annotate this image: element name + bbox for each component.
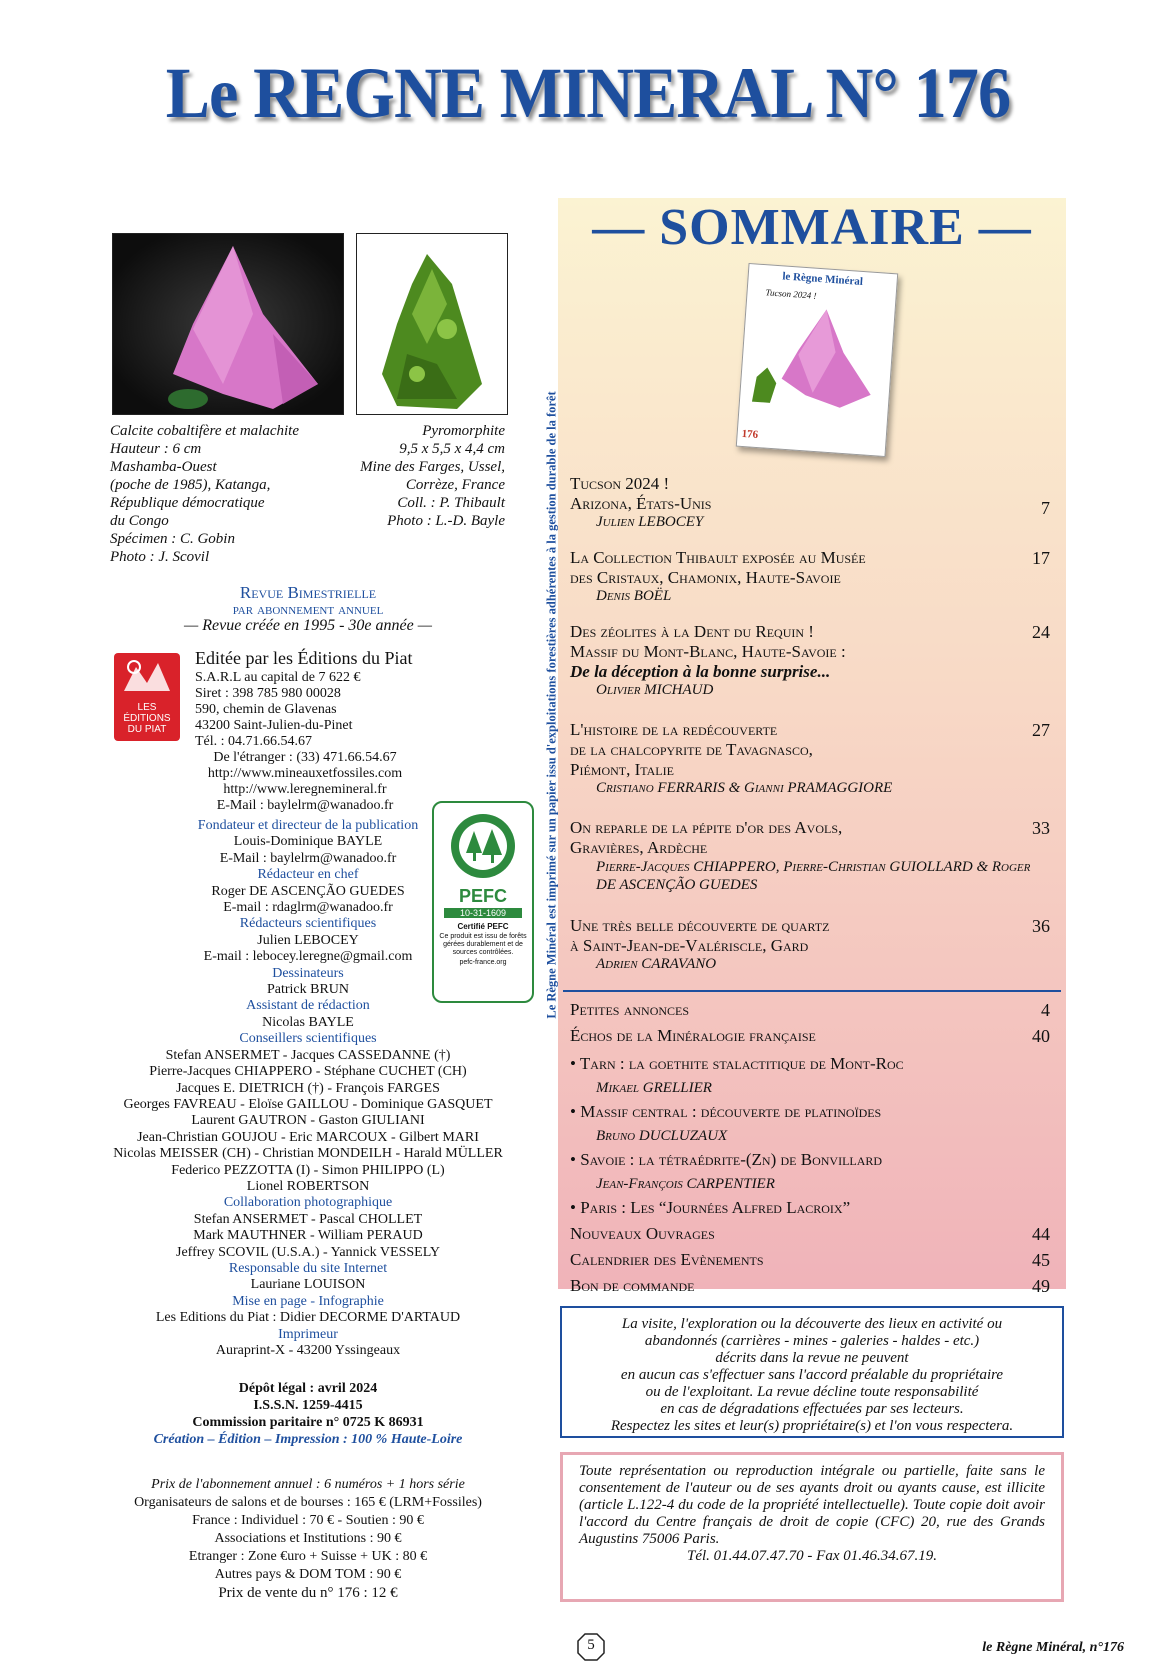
toc-entry[interactable]: Calendrier des Evènements 45 xyxy=(570,1250,1050,1270)
toc-entry[interactable]: Tucson 2024 ! Arizona, États-Unis Julien LEBOCEY 7 xyxy=(570,474,1050,530)
footer-title: le Règne Minéral, n°176 xyxy=(982,1640,1124,1655)
toc-entry[interactable]: Petites annonces 4 xyxy=(570,1000,1050,1020)
pricing-block: Prix de l'abonnement annuel : 6 numéros + 1 hors série Organisateurs de salons et de bourses : 165 € (LRM+Fossiles) France : Individuel : 70 € - Soutien : 90 € Associations et Institutions : 90 € Etranger : Zone €uro + Suisse + UK : 80 € Autres pays & DOM TOM : 90 € Prix de vente du n° 176 : 12 € xyxy=(134,1477,482,1601)
page-number: 5 xyxy=(576,1632,606,1662)
toc-entry[interactable]: Nouveaux Ouvrages 44 xyxy=(570,1224,1050,1244)
copyright-notice: Toute représentation ou reproduction intégrale ou partielle, faite sans le consentement de l'auteur ou de ses ayants droit ou ayants cause, est illicite (article L.122-4 du code de la propriété intellectuelle). Toute copie doit avoir l'accord du Centre français de droit de copie (CFC) 20, rue des Grands Augustins 75006 Paris. Tél. 01.44.07.47.70 - Fax 01.46.34.67.19. xyxy=(560,1452,1064,1602)
legal-block: Dépôt légal : avril 2024 I.S.S.N. 1259-4415 Commission paritaire n° 0725 K 86931 Création – Édition – Impression : 100 % Haute-Loire xyxy=(153,1381,463,1447)
pefc-tree-icon xyxy=(448,811,518,881)
pyromorphite-photo xyxy=(356,233,508,415)
toc-entry[interactable]: Des zéolites à la Dent du Requin ! Massif du Mont-Blanc, Haute-Savoie : De la déception à la bonne surprise... Olivier MICHAUD 24 xyxy=(570,622,1050,698)
staff-block: Fondateur et directeur de la publication Louis-Dominique BAYLE E-Mail : baylelrm@wanadoo.fr Rédacteur en chef Roger DE ASCENÇÃO GUEDES E-mail : rdaglrm@wanadoo.fr Rédacteurs scientifiques Julien LEBOCEY E-mail : lebocey.leregne@gmail.com Dessinateurs Patrick BRUN Assistant de rédaction Nicolas BAYLE Conseillers scientifiques Stefan ANSERMET - Jacques CASSEDANNE (†) Pierre-Jacques CHIAPPERO - Stéphane CUCHET (CH) Jacques E. DIETRICH (†) - François FARGES Georges FAVREAU - Eloïse GAILLOU - Dominique GASQUET Laurent GAUTRON - Gaston GIULIANI Jean-Christian GOUJOU - Eric MARCOUX - Gilbert MARI Nicolas MEISSER (CH) - Christian MONDEILH - Harald MÜLLER Federico PEZZOTTA (I) - Simon PHILIPPO (L) Lionel ROBERTSON Collaboration photographique Stefan ANSERMET - Pascal CHOLLET Mark MAUTHNER - William PERAUD Jeffrey SCOVIL (U.S.A.) - Yannick VESSELY Responsable du site Internet Lauriane LOUISON Mise en page - Infographie Les Editions du Piat : Didier DECORME D'ARTAUD Imprimeur Auraprint-X - 43200 Yssingeaux xyxy=(113,818,503,1358)
toc-entry[interactable]: On reparle de la pépite d'or des Avols, Gravières, Ardèche Pierre-Jacques CHIAPPERO, Pierre-Christian GUIOLLARD & Roger DE ASCENÇÃO GUEDES 33 xyxy=(570,818,1050,893)
toc-entry[interactable]: Une très belle découverte de quartz à Saint-Jean-de-Valériscle, Gard Adrien CARAVANO 36 xyxy=(570,916,1050,972)
page-title: Le REGNE MINERAL N° 176 xyxy=(165,53,1011,133)
pefc-badge: PEFC 10-31-1609 Certifié PEFC Ce produit est issu de forêts gérées durablement et de sources contrôlées. pefc-france.org xyxy=(432,801,534,1003)
publisher-edited-by: Editée par les Éditions du Piat xyxy=(195,648,413,668)
editions-piat-logo: LES ÉDITIONS DU PIAT xyxy=(114,653,180,741)
toc-entry[interactable]: L'histoire de la redécouverte de la chalcopyrite de Tavagnasco, Piémont, Italie Cristiano FERRARIS & Gianni PRAMAGGIORE 27 xyxy=(570,720,1050,796)
calcite-photo xyxy=(112,233,344,415)
website-link[interactable]: http://www.mineauxetfossiles.com xyxy=(207,766,403,781)
magazine-cover[interactable]: le Règne Minéral Tucson 2024 ! 176 xyxy=(736,263,898,457)
toc-divider xyxy=(563,990,1061,992)
pyromorphite-caption: Pyromorphite 9,5 x 5,5 x 4,4 cm Mine des Farges, Ussel, Corrèze, France Coll. : P. Thibault Photo : L.-D. Bayle xyxy=(360,423,505,529)
site-visit-notice: La visite, l'exploration ou la découverte des lieux en activité ou abandonnés (carrières - mines - galeries - haldes - etc.) décrits dans la revue ne peuvent en aucun cas s'effectuer sans l'accord préalable du propriétaire ou de l'exploitant. La revue décline toute responsabilité en cas de dégradations effectuées par ses lecteurs. Respectez les sites et leur(s) propriétaire(s) et l'on vous respectera. xyxy=(560,1306,1064,1438)
toc-entry[interactable]: Bon de commande 49 xyxy=(570,1276,1050,1296)
publisher-contact: De l'étranger : (33) 471.66.54.67 http://www.mineauxetfossiles.com http://www.leregnemineral.fr E-Mail : baylelrm@wanadoo.fr xyxy=(185,750,425,814)
sommaire-title: — SOMMAIRE — xyxy=(592,199,1032,256)
paper-source-note: Le Règne Minéral est imprimé sur un papier issu d'exploitations forestières adhérentes à la gestion durable de la forêt xyxy=(544,391,559,1019)
email-link[interactable]: E-Mail : baylelrm@wanadoo.fr xyxy=(216,798,394,813)
publisher-address: S.A.R.L au capital de 7 622 € Siret : 398 785 980 00028 590, chemin de Glavenas 43200 Saint-Julien-du-Pinet Tél. : 04.71.66.54.67 xyxy=(195,670,361,749)
toc-entry[interactable]: La Collection Thibault exposée au Musée des Cristaux, Chamonix, Haute-Savoie Denis BOËL 17 xyxy=(570,548,1050,604)
toc-entry[interactable]: Échos de la Minéralogie française 40 xyxy=(570,1026,1050,1046)
toc-echos[interactable]: • Tarn : la goethite stalactitique de Mont-Roc Mikael GRELLIER • Massif central : découverte de platinoïdes Bruno DUCLUZAUX • Savoie : la tétraédrite-(Zn) de Bonvillard Jean-François CARPENTIER • Paris : Les “Journées Alfred Lacroix” xyxy=(570,1054,904,1217)
calcite-caption: Calcite cobaltifère et malachite Hauteur : 6 cm Mashamba-Ouest (poche de 1985), Katanga, République démocratique du Congo Spécimen : C. Gobin Photo : J. Scovil xyxy=(110,423,299,565)
publisher-heading: Revue Bimestrielle par abonnement annuel — Revue créée en 1995 - 30e année — xyxy=(184,583,432,634)
website-link[interactable]: http://www.leregnemineral.fr xyxy=(223,782,387,797)
